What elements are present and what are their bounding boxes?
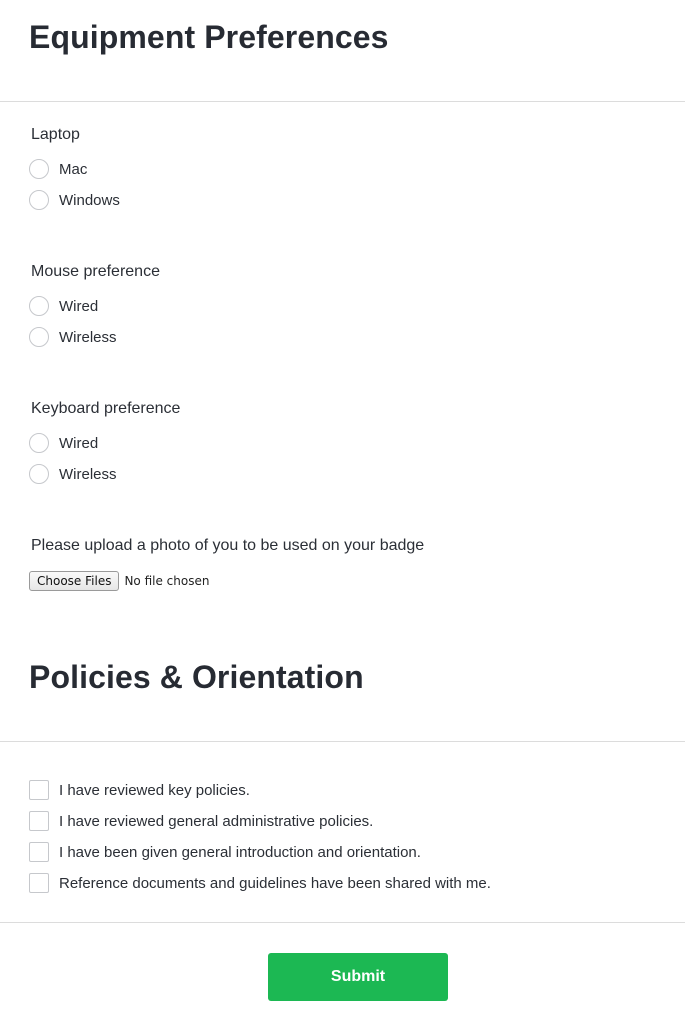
radio-button[interactable]: [29, 433, 49, 453]
radio-button[interactable]: [29, 464, 49, 484]
policy-checkbox-key-policies[interactable]: [29, 779, 250, 801]
checkbox[interactable]: [29, 811, 49, 831]
policy-checkbox-orientation[interactable]: [29, 841, 421, 863]
option-label: Windows: [59, 191, 120, 209]
policies-orientation-heading: Policies & Orientation: [29, 659, 364, 695]
file-status-text: No file chosen: [124, 573, 210, 588]
checkbox-label: Reference documents and guidelines have been shared with me.: [59, 874, 491, 892]
photo-upload-label: Please upload a photo of you to be used on your badge: [31, 537, 425, 554]
laptop-option-windows[interactable]: [29, 189, 120, 211]
mouse-option-wireless[interactable]: [29, 326, 117, 348]
equipment-preferences-heading: Equipment Preferences: [29, 19, 389, 55]
keyboard-option-wireless[interactable]: [29, 463, 117, 485]
footer-divider: [0, 922, 685, 923]
laptop-question-label: Laptop: [31, 126, 80, 143]
mouse-preference-label: Mouse preference: [31, 263, 160, 280]
radio-button[interactable]: [29, 159, 49, 179]
checkbox-label: I have reviewed general administrative policies.: [59, 812, 374, 830]
keyboard-preference-label: Keyboard preference: [31, 400, 181, 417]
option-label: Wireless: [59, 465, 117, 483]
option-label: Mac: [59, 160, 88, 178]
keyboard-option-wired[interactable]: [29, 432, 98, 454]
section-divider: [0, 741, 685, 742]
checkbox[interactable]: [29, 873, 49, 893]
section-divider: [0, 101, 685, 102]
choose-files-button[interactable]: Choose Files: [29, 571, 119, 591]
radio-button[interactable]: [29, 327, 49, 347]
policy-checkbox-reference-docs[interactable]: [29, 872, 491, 894]
file-upload-field[interactable]: [29, 570, 209, 591]
checkbox[interactable]: [29, 780, 49, 800]
mouse-option-wired[interactable]: [29, 295, 98, 317]
option-label: Wired: [59, 434, 99, 452]
submit-button[interactable]: Submit: [268, 953, 448, 1001]
checkbox[interactable]: [29, 842, 49, 862]
radio-button[interactable]: [29, 296, 49, 316]
policy-checkbox-admin-policies[interactable]: [29, 810, 373, 832]
option-label: Wired: [59, 297, 99, 315]
checkbox-label: I have reviewed key policies.: [59, 781, 250, 799]
option-label: Wireless: [59, 328, 117, 346]
radio-button[interactable]: [29, 190, 49, 210]
checkbox-label: I have been given general introduction and orientation.: [59, 843, 421, 861]
laptop-option-mac[interactable]: [29, 158, 87, 180]
